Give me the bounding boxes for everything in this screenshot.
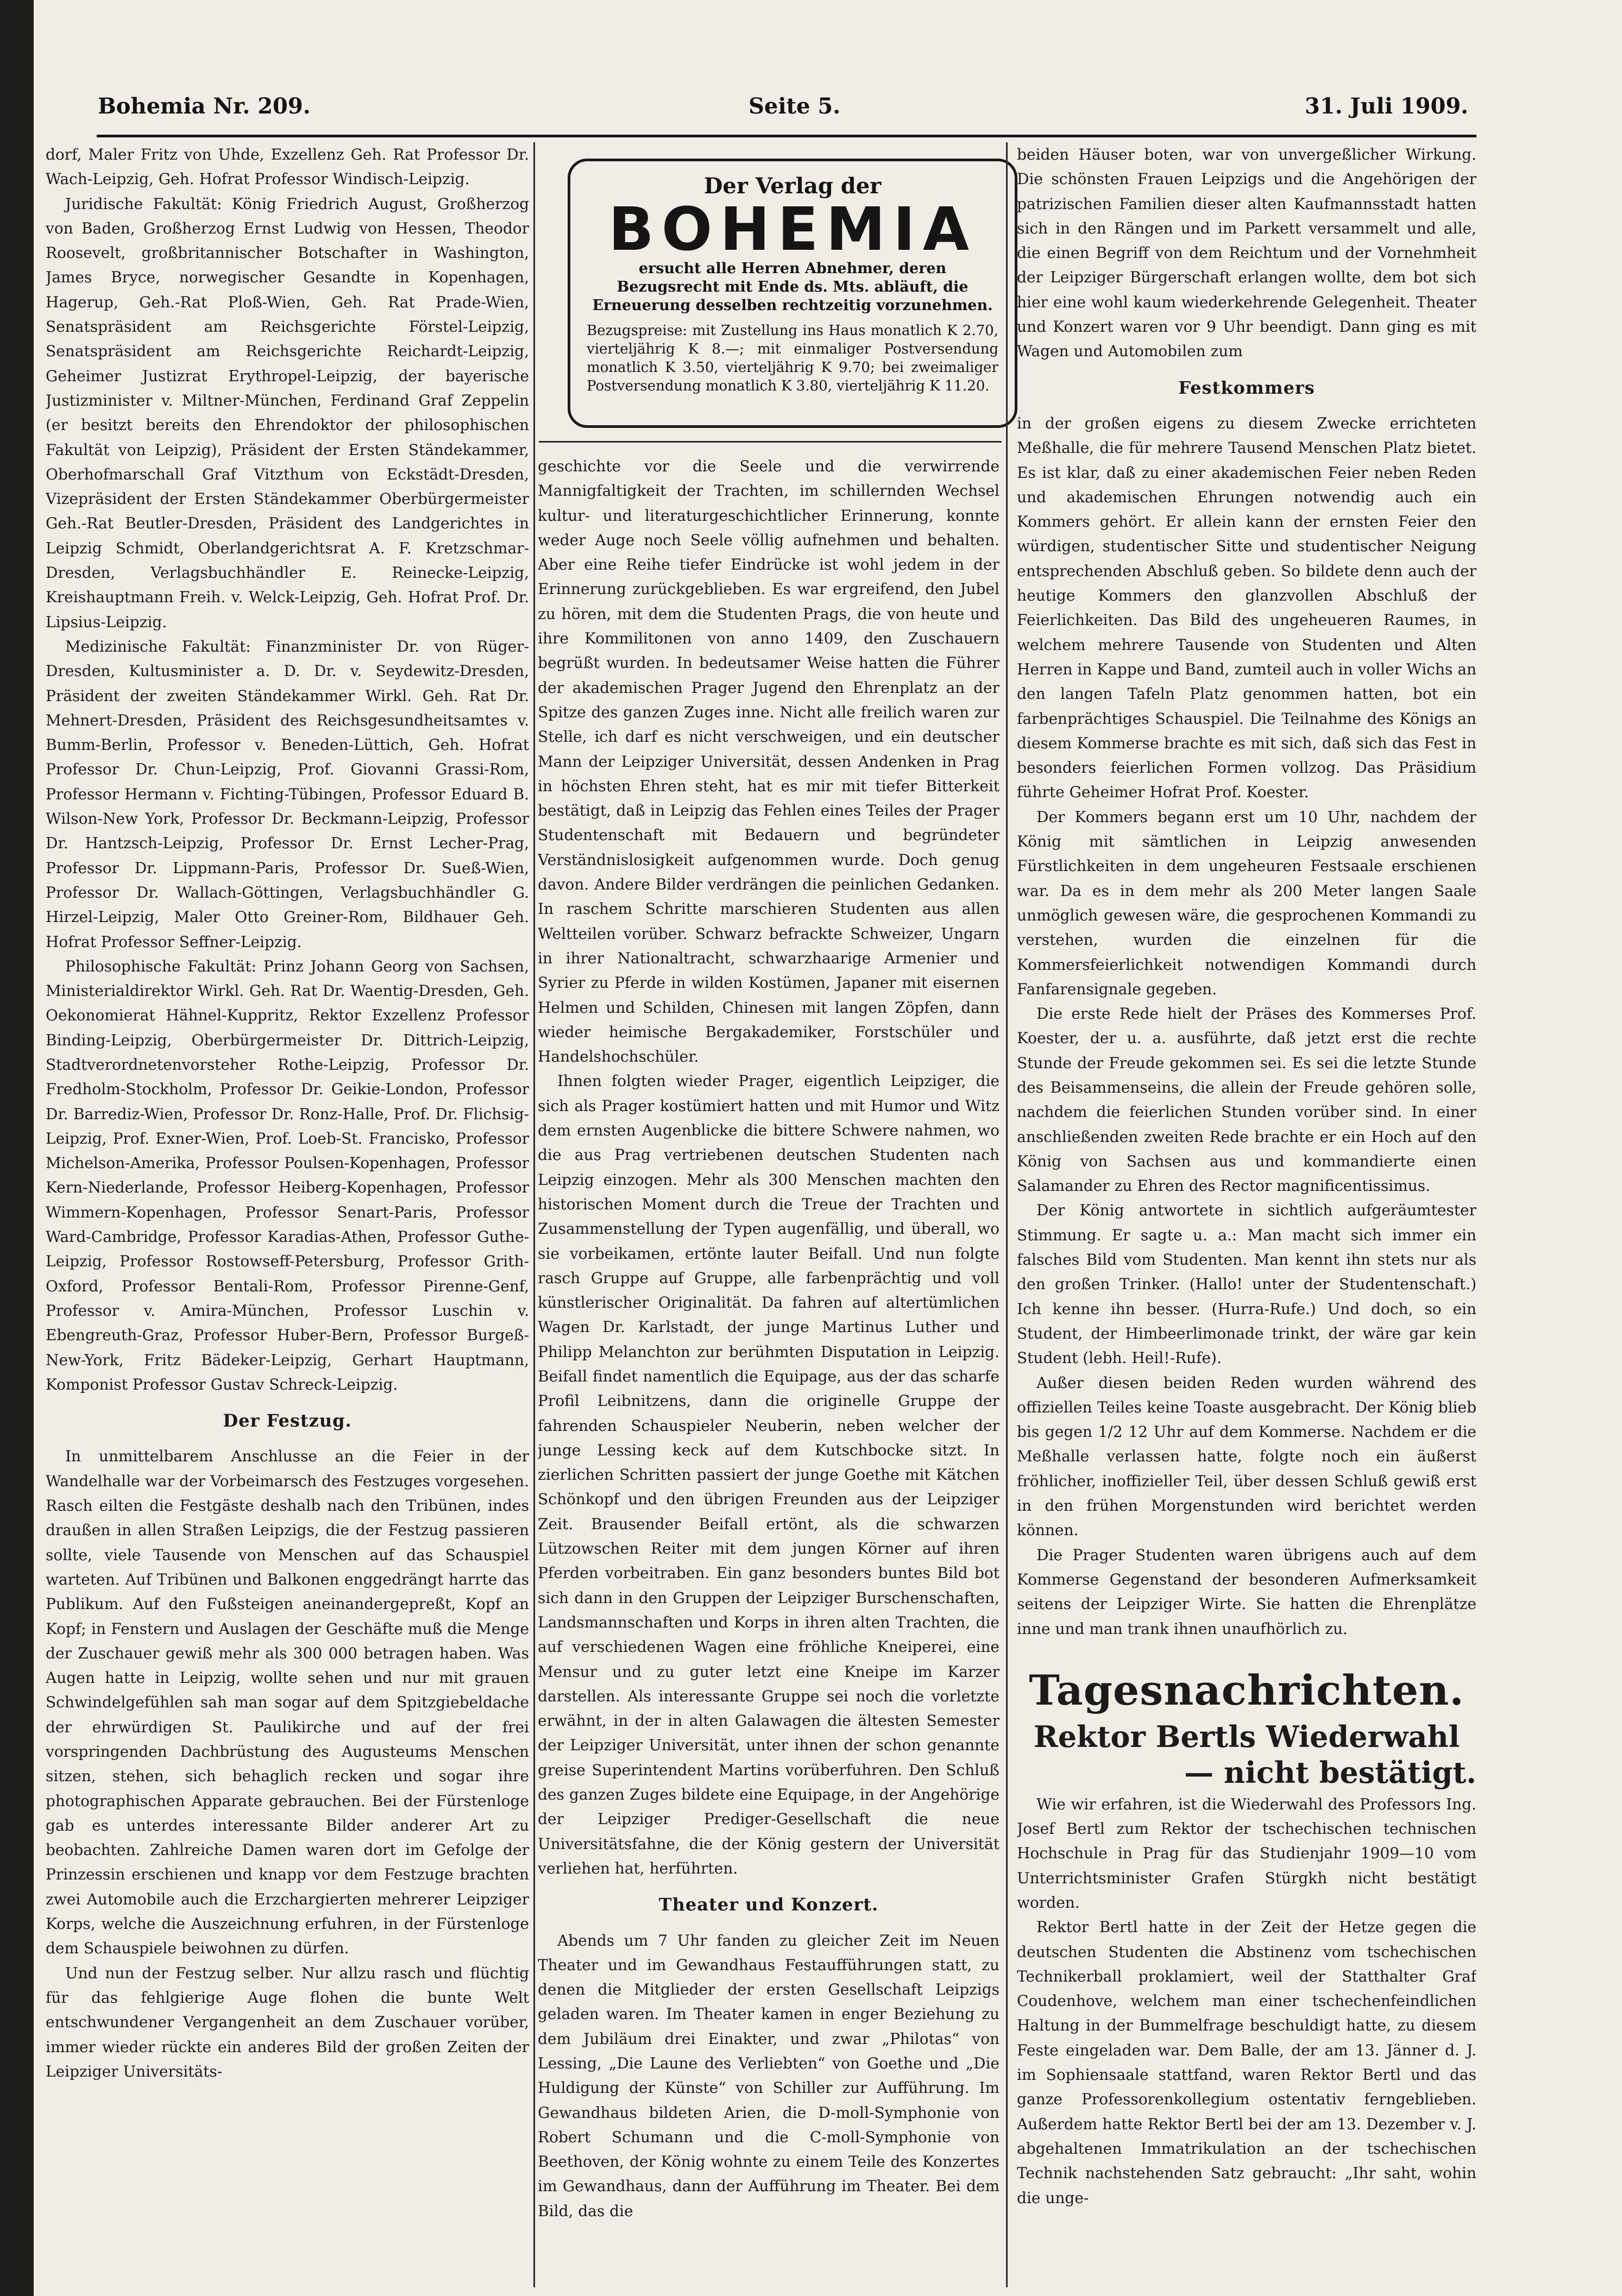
section-title: Tagesnachrichten. [1029, 1666, 1464, 1714]
column-divider [533, 142, 535, 2287]
paragraph: Außer diesen beiden Reden wurden während des offiziellen Teiles keine Toaste ausgebracht. Der König blieb bis gegen 1/2 12 Uhr auf dem Kommerse. Nachdem er die Meßhalle verlassen hatte, folgte noch ein äußerst fröhlicher, inoffizieller Teil, über dessen Schluß gewiß erst in den frühen Morgenstunden wird berichtet werden können. [1017, 1373, 1476, 1540]
section-heading: Der Festzug. [223, 1410, 352, 1431]
paragraph: Die Prager Studenten waren übrigens auch auf dem Kommerse Gegenstand der besonderen Aufmerksamkeit seitens der Leipziger Wirte. Sie hatten die Ehrenplätze inne und man trank ihnen unaufhörlich zu. [1017, 1546, 1476, 1638]
column-1 [46, 142, 529, 2282]
paragraph: Abends um 7 Uhr fanden zu gleicher Zeit im Neuen Theater und im Gewandhaus Festaufführungen statt, zu denen die Mitglieder der ersten Gesellschaft Leipzigs geladen waren. Im Theater kamen in enger Beziehung zu dem Jubiläum drei Einakter, und zwar „Philotas“ von Lessing, „Die Laune des Verliebten“ von Goethe und „Die Huldigung der Künste“ von Schiller zur Aufführung. Im Gewandhaus bildeten Arien, die D-moll-Symphonie von Robert Schumann und die C-moll-Symphonie von Beethoven, der König wohnte zu einem Teile des Konzertes im Gewandhaus, dann der Aufführung im Theater. Bei dem Bild, das die [538, 1931, 999, 2220]
paragraph: Rektor Bertl hatte in der Zeit der Hetze gegen die deutschen Studenten die Abstinenz vom tschechischen Technikerball proklamiert, weil der Statthalter Graf Coudenhove, welchem man einer tschechenfeindlichen Haltung in der Bummelfrage beschuldigt hatte, zu diesem Feste eingeladen war. Dem Balle, der am 13. Jänner d. J. im Sophiensaale stattfand, waren Rektor Bertl und das ganze Professorenkollegium ostentativ ferngeblieben. Außerdem hatte Rektor Bertl bei der am 13. Dezember v. J. abgehaltenen Immatrikulation an der tschechischen Technik nachstehenden Satz gebraucht: „Ihr saht, wohin die unge- [1017, 1918, 1476, 2207]
paragraph: Philosophische Fakultät: Prinz Johann Georg von Sachsen, Ministerialdirektor Wirkl. Geh. Rat Dr. Waentig-Dresden, Geh. Oekonomierat Hähnel-Kuppritz, Rektor Exzellenz Professor Binding-Leipzig, Oberbürgermeister Dr. Dittrich-Leipzig, Stadtverordnetenvorsteher Rothe-Leipzig, Professor Dr. Fredholm-Stockholm, Professor Dr. Geikie-London, Professor Dr. Barrediz-Wien, Professor Dr. Ronz-Halle, Prof. Dr. Flichsig-Leipzig, Prof. Exner-Wien, Prof. Loeb-St. Francisko, Professor Michelson-Amerika, Professor Poulsen-Kopenhagen, Professor Kern-Niederlande, Professor Heiberg-Kopenhagen, Professor Wimmern-Kopenhagen, Professor Senart-Paris, Professor Ward-Cambridge, Professor Karadias-Athen, Professor Guthe-Leipzig, Professor Rostowseff-Petersburg, Professor Grith-Oxford, Professor Bentali-Rom, Professor Pirenne-Genf, Professor v. Amira-München, Professor Luschin v. Ebengreuth-Graz, Professor Huber-Bern, Professor Burgeß-New-York, Fritz Bädeker-Leipzig, Gerhart Hauptmann, Komponist Professor Gustav Schreck-Leipzig. [46, 957, 529, 1393]
paragraph: geschichte vor die Seele und die verwirrende Mannigfaltigkeit der Trachten, im schillernden Wechsel kultur- und literaturgeschichtlicher Erinnerung, konnte weder Auge noch Seele völlig aufnehmen und behalten. Aber eine Reihe tiefer Eindrücke ist wohl jedem in der Erinnerung zurückgeblieben. Es war ergreifend, den Jubel zu hören, mit dem die Studenten Prags, die von heute und ihre Kommilitonen von anno 1409, den Zuschauern begrüßt wurden. In bedeutsamer Weise hatten die Führer der akademischen Prager Jugend den Ehrenplatz an der Spitze des ganzen Zuges inne. Nicht alle freilich waren zur Stelle, ich darf es nicht verschweigen, und ein deutscher Mann der Leipziger Universität, dessen Andenken in Prag in höchsten Ehren steht, hat es mir mit tiefer Bitterkeit bestätigt, daß in Leipzig das Fehlen eines Teiles der Prager Studentenschaft mit Bedauern und begründeter Verständnislosigkeit aufgenommen wurde. Doch genug davon. Andere Bilder verdrängen die peinlichen Gedanken. In raschem Schritte marschieren Studenten aus allen Weltteilen vorüber. Schwarz befrackte Schweizer, Ungarn in ihrer Nationaltracht, schwarzhaarige Armenier und Syrier zu Pferde in wilden Kostümen, Japaner mit eisernen Helmen und Schilden, Chinesen mit langen Zöpfen, dann wieder heimische Bergakademiker, Forstschüler und Handelshochschüler. [538, 457, 999, 1066]
ad-notice: ersucht alle Herren Abnehmer, deren Bezugsrecht mit Ende ds. Mts. abläuft, die Erneuerung desselben rechtzeitig vorzunehmen. [592, 260, 993, 314]
section-heading: Festkommers [1178, 377, 1315, 398]
header-issue: Bohemia Nr. 209. [98, 93, 311, 119]
ad-brand: BOHEMIA [608, 194, 977, 264]
ad-prices: Bezugspreise: mit Zustellung ins Haus monatlich K 2.70, vierteljährig K 8.—; mit einmaliger Postversendung monatlich K 3.50, vierteljährig K 9.70; bei zweimaliger Postversendung monatlich K 3.80, vierteljährig K 11.20. [587, 323, 998, 394]
paragraph: Die erste Rede hielt der Präses des Kommerses Prof. Koester, der u. a. ausführte, daß jetzt erst die rechte Stunde der Freude gekommen sei. Es sei die letzte Stunde des Beisammenseins, die allein der Freude gehören solle, nachdem die feierlichen Stunden vorüber sind. In einer anschließenden zweiten Rede brachte er ein Hoch auf den König von Sachsen aus und kommandierte einen Salamander zu Ehren des Rector magnificentissimus. [1017, 1005, 1476, 1195]
column-2 [538, 454, 999, 2282]
header-date: 31. Juli 1909. [1305, 93, 1469, 119]
paragraph: Der König antwortete in sichtlich aufgeräumtester Stimmung. Er sagte u. a.: Man macht sich immer ein falsches Bild vom Studenten. Man kennt ihn stets nur als den großen Trinker. (Hallo! unter der Studentenschaft.) Ich kenne ihn besser. (Hurra-Rufe.) Und doch, so ein Student, der Himbeerlimonade trinkt, der wäre gar kein Student (lebh. Heil!-Rufe). [1017, 1201, 1476, 1367]
header-rule [97, 135, 1476, 137]
paragraph: Juridische Fakultät: König Friedrich August, Großherzog von Baden, Großherzog Ernst Ludwig von Hessen, Theodor Roosevelt, großbritannischer Botschafter in Washington, James Bryce, norwegischer Gesandte in Kopenhagen, Hagerup, Geh.-Rat Ploß-Wien, Geh. Rat Prade-Wien, Senatspräsident am Reichsgerichte Förstel-Leipzig, Senatspräsident am Reichsgerichte Reichardt-Leipzig, Geheimer Justizrat Erythropel-Leipzig, der bayerische Justizminister v. Miltner-München, Ferdinand Graf Zeppelin (er besitzt bereits den Ehrendoktor der philosophischen Fakultät von Leipzig), Präsident der Ersten Ständekammer, Oberhofmarschall Graf Vitzthum von Eckstädt-Dresden, Vizepräsident der Ersten Ständekammer Oberbürgermeister Geh.-Rat Beutler-Dresden, Präsident des Landgerichtes in Leipzig Schmidt, Oberlandgerichtsrat A. F. Kretzschmar-Dresden, Verlagsbuchhändler E. Reinecke-Leipzig, Kreishauptmann Freih. v. Welck-Leipzig, Geh. Hofrat Prof. Dr. Lipsius-Leipzig. [46, 194, 529, 631]
paragraph: in der großen eigens zu diesem Zwecke errichteten Meßhalle, die für mehrere Tausend Menschen Platz bietet. Es ist klar, daß zu einer akademischen Feier neben Reden und akademischen Ehrungen notwendig auch ein Kommers gehört. Er allein kann der ernsten Feier den würdigen, studentischer Sitte und studentischer Neigung entsprechenden Abschluß geben. So bildete denn auch der heutige Kommers den glanzvollen Abschluß der Feierlichkeiten. Das Bild des ungeheueren Raumes, in welchem mehrere Tausende von Studenten und Alten Herren in Kappe und Band, zumteil auch in voller Wichs an den langen Tafeln Platz genommen hatten, bot ein farbenprächtiges Schauspiel. Die Teilnahme des Königs an diesem Kommerse brachte es mit sich, daß sich das Fest in besonders feierlichen Formen vollzog. Das Präsidium führte Geheimer Hofrat Prof. Koester. [1017, 414, 1476, 802]
section-heading: Theater und Konzert. [658, 1894, 879, 1915]
paragraph: Der Kommers begann erst um 10 Uhr, nachdem der König mit sämtlichen in Leipzig anwesenden Fürstlichkeiten in dem ungeheuren Festsaale erschienen war. Da es in dem mehr als 200 Meter langen Saale unmöglich gewesen wäre, die gesprochenen Kommandi zu verstehen, wurden die einzelnen für die Kommersfeierlichkeit notwendigen Kommandi durch Fanfarensignale gegeben. [1017, 808, 1476, 998]
paragraph: Wie wir erfahren, ist die Wiederwahl des Professors Ing. Josef Bertl zum Rektor der tschechischen technischen Hochschule in Prag für das Studienjahr 1909—10 vom Unterrichtsminister Grafen Stürgkh nicht bestätigt worden. [1017, 1795, 1476, 1912]
paragraph: Und nun der Festzug selber. Nur allzu rasch und flüchtig für das fehlgierige Auge flohen die bunte Welt entschwundener Vergangenheit an dem Zuschauer vorüber, immer wieder rückte ein anderes Bild der großen Zeiten der Leipziger Universitäts- [46, 1964, 529, 2080]
paragraph: Ihnen folgten wieder Prager, eigentlich Leipziger, die sich als Prager kostümiert hatten und mit Humor und Witz dem ernsten Augenblicke die bittere Schwere nahmen, wo die aus Prag vertriebenen deutschen Studenten nach Leipzig einzogen. Mehr als 300 Menschen machten den historischen Moment durch die Treue der Trachten und Zusammenstellung der Typen augenfällig, und überall, wo sie vorbeikamen, ertönte lauter Beifall. Und nun folgte rasch Gruppe auf Gruppe, alle farbenprächtig und voll künstlerischer Originalität. Da fahren auf altertümlichen Wagen Dr. Karlstadt, der junge Martinus Luther und Philipp Melanchton zur berühmten Disputation in Leipzig. Beifall findet namentlich die Equipage, aus der das scharfe Profil Leibnitzens, dann die originelle Gruppe der fahrenden Schauspieler Neuberin, neben welcher der junge Lessing keck auf dem Kutschbocke sitzt. In zierlichen Schritten passiert der junge Goethe mit Kätchen Schönkopf und den übrigen Freunden aus der Leipziger Zeit. Brausender Beifall ertönt, als die schwarzen Lützowschen Reiter mit dem jungen Körner auf ihren Pferden vorbeitraben. Ein ganz besonders buntes Bild bot sich dann in den Gruppen der Leipziger Burschenschaften, Landsmannschaften und Korps in ihren alten Trachten, die auf verschiedenen Wagen eine fröhliche Kneiperei, eine Mensur und zu guter letzt eine Kneipe im Karzer darstellen. Als interessante Gruppe sei noch die vorletzte erwähnt, in der in alten Galawagen die ältesten Semester der Leipziger Universität, unter ihnen der schon genannte greise Superintendent Martins vorüberfuhren. Den Schluß des ganzen Zuges bildete eine Equipage, in der Angehörige der Leipziger Prediger-Gesellschaft die neue Universitätsfahne, die der König gestern der Universität verliehen hat, herführten. [538, 1072, 999, 1877]
paragraph: Medizinische Fakultät: Finanzminister Dr. von Rüger-Dresden, Kultusminister a. D. Dr. v. Seydewitz-Dresden, Präsident der zweiten Ständekammer Wirkl. Geh. Rat Dr. Mehnert-Dresden, Präsident des Reichsgesundheitsamtes v. Bumm-Berlin, Professor v. Beneden-Lüttich, Geh. Hofrat Professor Dr. Chun-Leipzig, Prof. Giovanni Grassi-Rom, Professor Hermann v. Fichting-Tübingen, Professor Eduard B. Wilson-New York, Professor Dr. Beckmann-Leipzig, Professor Dr. Hantzsch-Leipzig, Professor Dr. Ernst Lecher-Prag, Professor Dr. Lippmann-Paris, Professor Dr. Sueß-Wien, Professor Dr. Wallach-Göttingen, Verlagsbuchhändler G. Hirzel-Leipzig, Maler Otto Greiner-Rom, Bildhauer Geh. Hofrat Professor Seffner-Leipzig. [46, 637, 529, 951]
column-divider [1006, 142, 1008, 2287]
paragraph: dorf, Maler Fritz von Uhde, Exzellenz Geh. Rat Professor Dr. Wach-Leipzig, Geh. Hofrat Professor Windisch-Leipzig. [46, 146, 529, 188]
paragraph: In unmittelbarem Anschlusse an die Feier in der Wandelhalle war der Vorbeimarsch des Festzuges vorgesehen. Rasch eilten die Festgäste deshalb nach den Tribünen, indes draußen in allen Straßen Leipzigs, die der Festzug passieren sollte, viele Tausende von Menschen auf das Schauspiel warteten. Auf Tribünen und Balkonen enggedrängt harrte das Publikum. Auf den Fußsteigen aneinandergepreßt, Kopf an Kopf; in Fenstern und Auslagen der Geschäfte muß die Menge der Zuschauer gewiß mehr als 300 000 betragen haben. Was Augen hatte in Leipzig, wollte sehen und nur mit grauen Schwindelgefühlen sah man sogar auf dem Spitzgiebeldache der ehrwürdigen St. Paulikirche und auf der frei vorspringenden Dachbrüstung des Augusteums Menschen sitzen, stehen, sich behaglich recken und sogar ihre photographischen Apparate gebrauchen. Bei der Fürstenloge gab es unterdes interessante Bilder anderer Art zu beobachten. Zahlreiche Damen waren dort im Gefolge der Prinzessin erschienen und knapp vor dem Festzuge brachten zwei Automobile auch die Erzchargierten mehrerer Leipziger Korps, welche die Auszeichnung erfuhren, in der Fürstenloge dem Schauspiele beiwohnen zu dürfen. [46, 1447, 529, 1958]
ad-divider [539, 441, 1002, 443]
ad-line: Der Verlag der [703, 173, 882, 199]
paragraph: beiden Häuser boten, war von unvergeßlicher Wirkung. Die schönsten Frauen Leipzigs und die Angehörigen der patrizischen Familien dieser alten Kaufmannsstadt hatten sich in den Rängen und im Parkett versammelt und alle, die einen Begriff von dem Reichtum und der Vornehmheit der Leipziger Bürgerschaft erlangen wollte, dem bot sich hier eine wohl kaum wiederkehrende Gelegenheit. Theater und Konzert waren vor 9 Uhr beendigt. Dann ging es mit Wagen und Automobilen zum [1017, 146, 1476, 361]
advertisement-box [568, 159, 1017, 428]
header-page-number: Seite 5. [749, 93, 841, 119]
column-3 [1017, 142, 1476, 2282]
headline: Rektor Bertls Wiederwahl [1033, 1719, 1460, 1754]
headline-continued: — nicht bestätigt. [1184, 1755, 1476, 1790]
scan-binding-edge [0, 0, 34, 2296]
